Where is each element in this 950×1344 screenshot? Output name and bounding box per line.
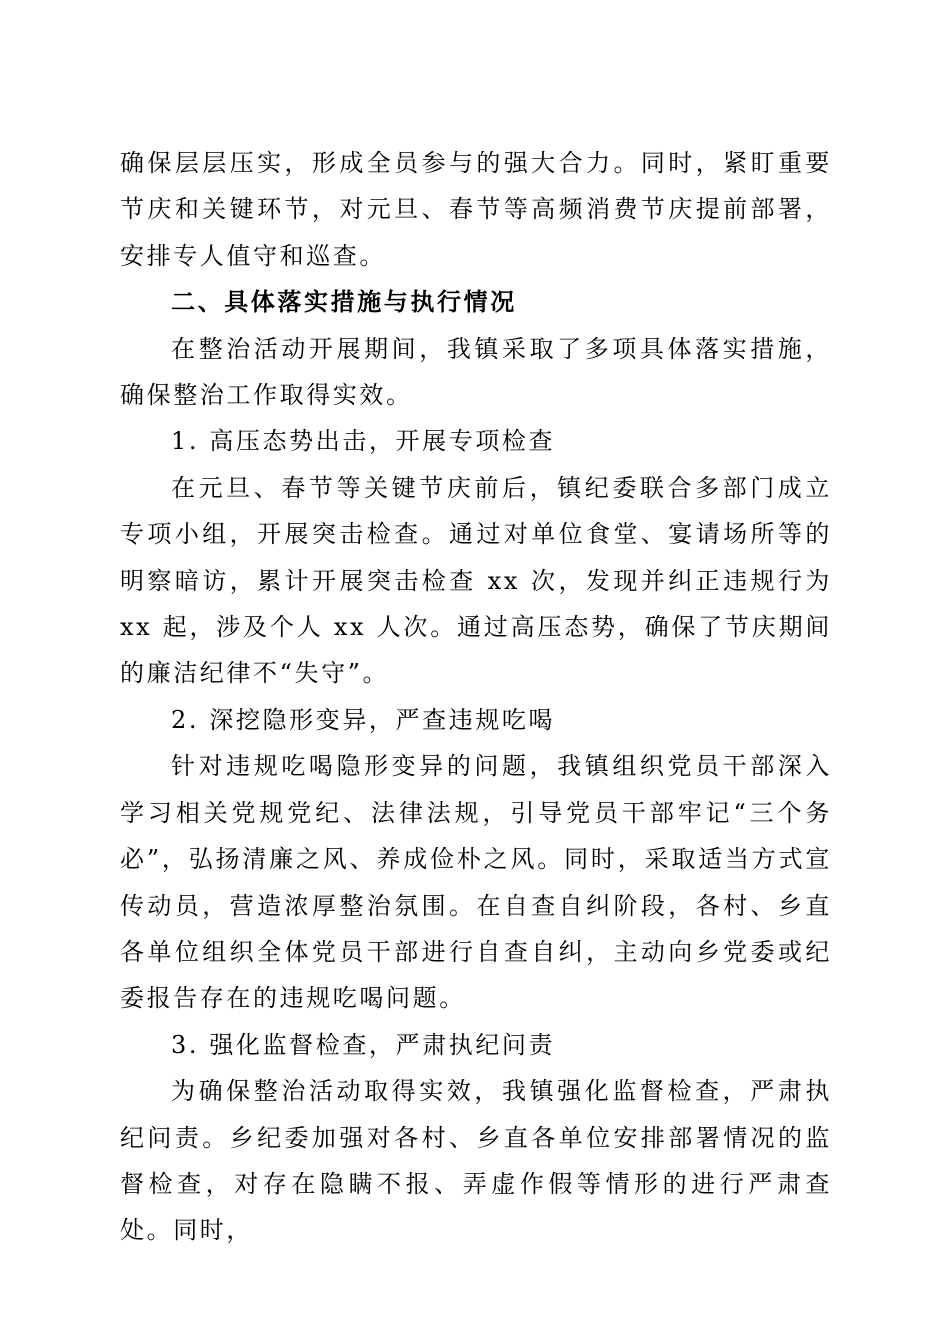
subheading-3: 3. 强化监督检查，严肃执纪问责 [171, 1030, 556, 1059]
paragraph-intro: 确保层层压实，形成全员参与的强大合力。同时，紧盯重要节庆和关键环节，对元旦、春节等高频消费节庆提前部署，安排专人值守和巡查。 [120, 149, 832, 270]
paragraph-item-2: 针对违规吃喝隐形变异的问题，我镇组织党员干部深入学习相关党规党纪、法律法规，引导党员干部牢记“三个务必”，弘扬清廉之风、养成俭朴之风。同时，采取适当方式宣传动员，营造浓厚整治氛围。在自查自纠阶段，各村、乡直各单位组织全体党员干部进行自查自纠，主动向乡党委或纪委报告存在的违规吃喝问题。 [120, 752, 832, 1013]
subheading-1: 1. 高压态势出击，开展专项检查 [171, 427, 556, 456]
subheading-2: 2. 深挖隐形变异，严查违规吃喝 [171, 705, 556, 734]
paragraph-item-1: 在元旦、春节等关键节庆前后，镇纪委联合多部门成立专项小组，开展突击检查。通过对单位食堂、宴请场所等的明察暗访，累计开展突击检查 xx 次，发现并纠正违规行为 xx 起，涉及个人 xx 人次。通过高压态势，确保了节庆期间的廉洁纪律不“失守”。 [120, 473, 832, 688]
document-page [120, 140, 832, 1254]
section-heading-2: 二、具体落实措施与执行情况 [171, 288, 517, 317]
paragraph-item-3: 为确保整治活动取得实效，我镇强化监督检查，严肃执纪问责。乡纪委加强对各村、乡直各单位安排部署情况的监督检查，对存在隐瞒不报、弄虚作假等情形的进行严肃查处。同时， [120, 1077, 832, 1245]
paragraph-section-intro: 在整治活动开展期间，我镇采取了多项具体落实措施，确保整治工作取得实效。 [120, 334, 832, 410]
